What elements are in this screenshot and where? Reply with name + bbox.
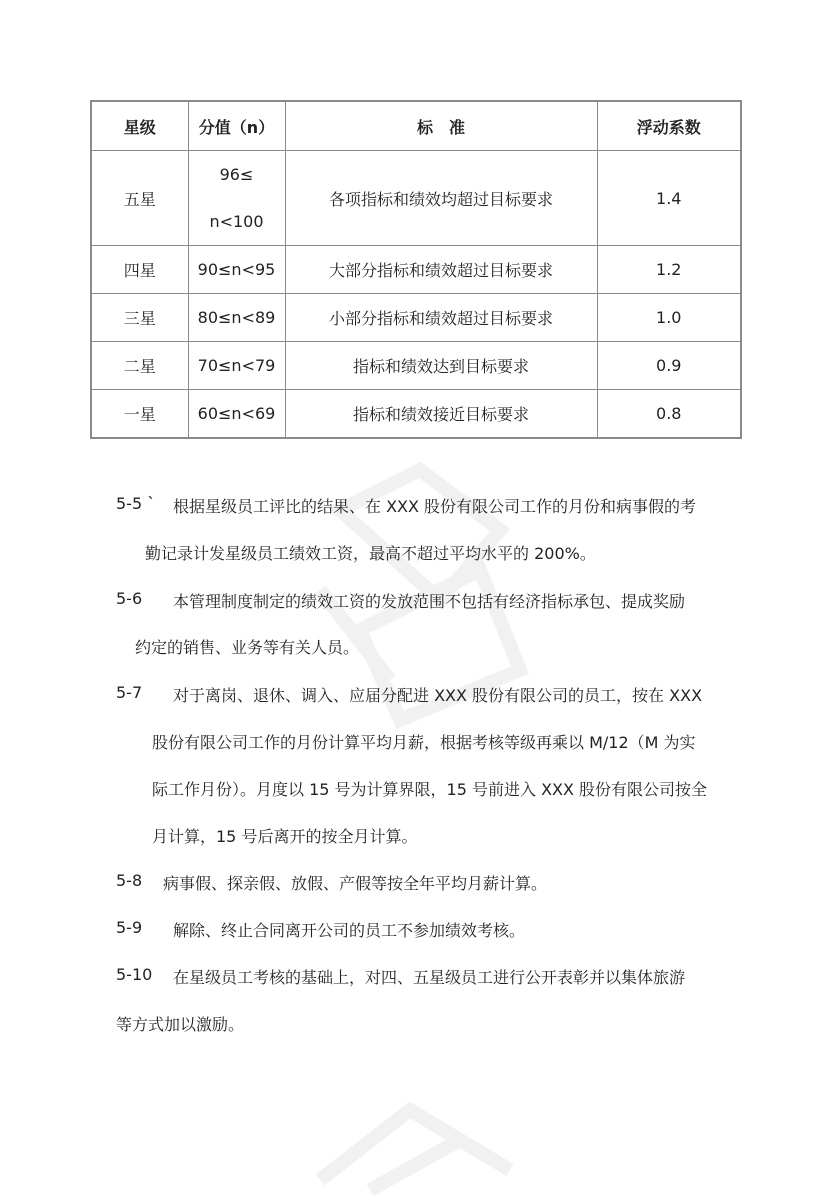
cell-score: 70≤n<79: [188, 342, 285, 390]
cell-star: 二星: [91, 342, 188, 390]
cell-star: 三星: [91, 294, 188, 342]
cell-coefficient: 0.9: [597, 342, 741, 390]
cell-score: 90≤n<95: [188, 246, 285, 294]
cell-star: 四星: [91, 246, 188, 294]
clause-5-7-number: 5-7: [116, 683, 143, 702]
table-row: [91, 342, 741, 390]
cell-score: 80≤n<89: [188, 294, 285, 342]
star-grade-table: [90, 100, 742, 439]
clause-5-6-number: 5-6: [116, 589, 143, 608]
header-standard: 标 准: [285, 101, 597, 151]
clause-5-10-line2: 等方式加以激励。: [116, 1015, 245, 1034]
table-row: [91, 246, 741, 294]
clause-5-7-line3: 际工作月份）。月度以 15 号为计算界限，15 号前进入 XXX 股份有限公司按全: [152, 780, 708, 799]
cell-standard: 各项指标和绩效均超过目标要求: [285, 151, 597, 246]
cell-coefficient: 1.4: [597, 151, 741, 246]
table-row: [91, 294, 741, 342]
watermark-graphic-bottom: [290, 1080, 550, 1200]
clause-5-6-line1: 本管理制度制定的绩效工资的发放范围不包括有经济指标承包、提成奖励: [173, 592, 686, 611]
clause-5-9-number: 5-9: [116, 918, 143, 937]
cell-standard: 大部分指标和绩效超过目标要求: [285, 246, 597, 294]
clause-5-10-line1: 在星级员工考核的基础上，对四、五星级员工进行公开表彰并以集体旅游: [173, 968, 686, 987]
clause-5-5-line2: 勤记录计发星级员工绩效工资，最高不超过平均水平的 200%。: [145, 544, 596, 563]
clause-5-5-line1: 根据星级员工评比的结果、在 XXX 股份有限公司工作的月份和病事假的考: [173, 497, 697, 516]
cell-coefficient: 1.0: [597, 294, 741, 342]
clause-5-8-line1: 病事假、探亲假、放假、产假等按全年平均月薪计算。: [163, 874, 548, 893]
cell-standard: 指标和绩效达到目标要求: [285, 342, 597, 390]
table-row: [91, 390, 741, 439]
clause-5-7-line1: 对于离岗、退休、调入、应届分配进 XXX 股份有限公司的员工，按在 XXX: [173, 686, 703, 705]
clause-5-7-line2: 股份有限公司工作的月份计算平均月薪，根据考核等级再乘以 M/12（M 为实: [152, 733, 696, 752]
header-score: 分值（n）: [188, 101, 285, 151]
clause-5-8-number: 5-8: [116, 871, 143, 890]
header-coefficient: 浮动系数: [597, 101, 741, 151]
cell-standard: 小部分指标和绩效超过目标要求: [285, 294, 597, 342]
clause-5-5-number: 5-5 `: [116, 494, 156, 513]
cell-star: 五星: [91, 151, 188, 246]
cell-coefficient: 0.8: [597, 390, 741, 439]
cell-standard: 指标和绩效接近目标要求: [285, 390, 597, 439]
cell-score: [188, 151, 285, 246]
cell-score-line1: 96≤: [219, 165, 254, 184]
table-row: [91, 151, 741, 246]
cell-star: 一星: [91, 390, 188, 439]
cell-score-line2: n<100: [209, 212, 264, 231]
header-star: 星级: [91, 101, 188, 151]
clause-5-7-line4: 月计算，15 号后离开的按全月计算。: [152, 827, 418, 846]
cell-score: 60≤n<69: [188, 390, 285, 439]
clause-5-10-number: 5-10: [116, 965, 153, 984]
cell-coefficient: 1.2: [597, 246, 741, 294]
clause-5-6-line2: 约定的销售、业务等有关人员。: [135, 638, 360, 657]
table-header-row: [91, 101, 741, 151]
clause-5-9-line1: 解除、终止合同离开公司的员工不参加绩效考核。: [173, 921, 526, 940]
